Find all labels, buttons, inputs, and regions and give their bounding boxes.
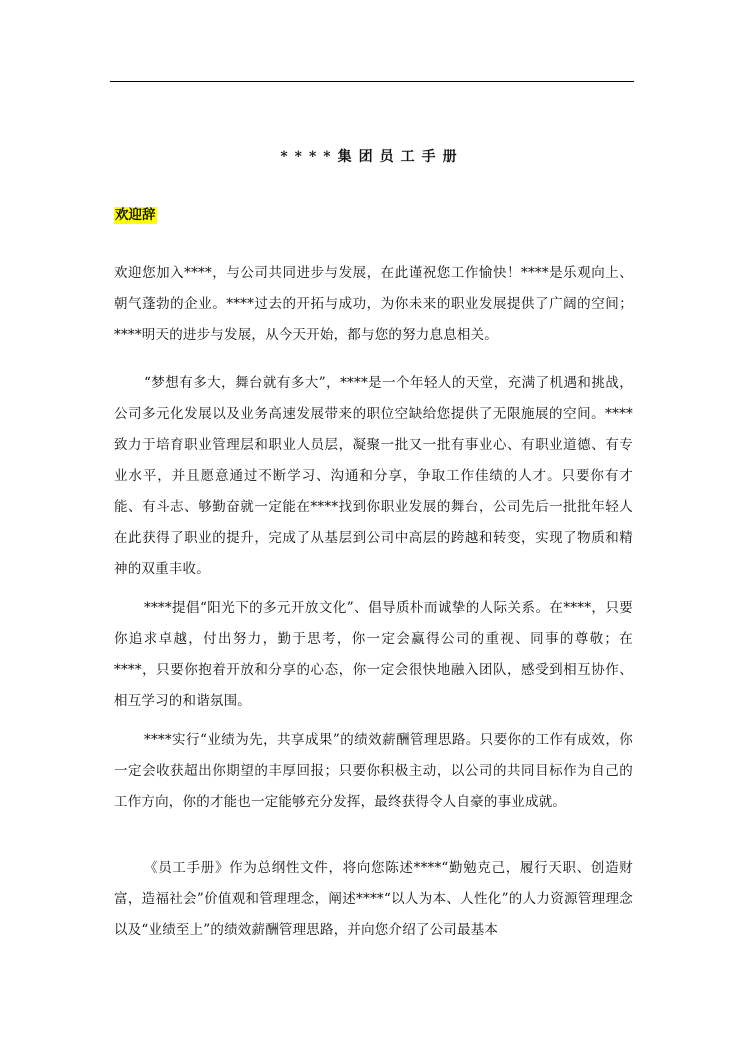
paragraph-1: 欢迎您加入****，与公司共同进步与发展，在此谨祝您工作愉快！****是乐观向上、朝气蓬勃的企业。****过去的开拓与成功，为你未来的职业发展提供了广阔的空间；****明天的进步与发展，从今天开始，都与您的努力息息相关。 <box>114 265 633 343</box>
section-heading-welcome: 欢迎辞 <box>115 207 156 223</box>
paragraph-5: 《员工手册》作为总纲性文件，将向您陈述****“勤勉克己，履行天职、创造财富，造福社会”价值观和管理理念，阐述****“以人为本、人性化”的人力资源管理理念以及“业绩至上”的绩效薪酬管理思路，并向您介绍了公司最基本 <box>114 860 633 938</box>
header-rule <box>110 81 634 82</box>
paragraph-2: “梦想有多大，舞台就有多大”，****是一个年轻人的天堂，充满了机遇和挑战，公司多元化发展以及业务高速发展带来的职位空缺给您提供了无限施展的空间。****致力于培育职业管理层和职业人员层，凝聚一批又一批有事业心、有职业道德、有专业水平，并且愿意通过不断学习、沟通和分享，争取工作佳绩的人才。只要你有才能、有斗志、够勤奋就一定能在****找到你职业发展的舞台，公司先后一批批年轻人在此获得了职业的提升，完成了从基层到公司中高层的跨越和转变，实现了物质和精神的双重丰收。 <box>114 375 633 577</box>
paragraph-3: ****提倡“阳光下的多元开放文化”、倡导质朴而诚挚的人际关系。在****，只要你追求卓越，付出努力，勤于思考，你一定会赢得公司的重视、同事的尊敬；在****，只要你抱着开放和分享的心态，你一定会很快地融入团队，感受到相互协作、相互学习的和谐氛围。 <box>114 600 633 709</box>
document-title: ****集团员工手册 <box>280 149 464 165</box>
paragraph-4: ****实行“业绩为先，共享成果”的绩效薪酬管理思路。只要你的工作有成效，你一定会收获超出你期望的丰厚回报；只要你积极主动，以公司的共同目标作为自己的工作方向，你的才能也一定能够充分发挥，最终获得令人自豪的事业成就。 <box>114 732 633 810</box>
